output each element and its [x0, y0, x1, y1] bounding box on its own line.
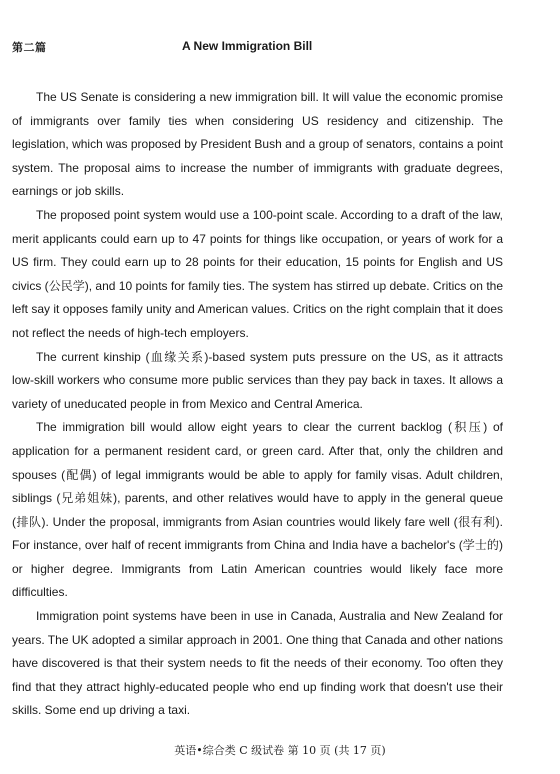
paragraph-1: The US Senate is considering a new immigration bill. It will value the economic promise of immigrants over family ties when considering US residency and citizenship. The legislation, which was proposed by President Bush and a group of senators, contains a point system. The proposal aims to increase the number of immigrants with graduate degrees, earnings or job skills. — [12, 90, 503, 199]
passage-header — [12, 39, 548, 57]
paragraph-2: The proposed point system would use a 100-point scale. According to a draft of the law, merit applicants could earn up to 47 points for things like occupation, or years of work for a US firm. They could earn up to 28 points for their education, 15 points for English and US civics (公民学), and 10 points for family ties. The system has stirred up debate. Critics on the left say it opposes family unity and American values. Critics on the right complain that it does not reflect the needs of high-tech employers. — [12, 207, 503, 340]
page-footer: 英语•综合类 C 级试卷 第 10 页 (共 17 页) — [174, 744, 386, 757]
paragraph-3: The current kinship (血缘关系)-based system puts pressure on the US, as it attracts low-skill workers who consume more public services than they pay back in taxes. It allows a variety of uneducated people in from Mexico and Central America. — [12, 349, 503, 411]
passage-body — [12, 86, 503, 723]
section-label: 第二篇 — [12, 41, 47, 54]
passage-title: A New Immigration Bill — [182, 39, 313, 53]
paragraph-5: Immigration point systems have been in use in Canada, Australia and New Zealand for years. The UK adopted a similar approach in 2001. One thing that Canada and other nations have discovered is that their system needs to fit the needs of their economy. Too often they find that they attract highly-educated people who end up finding work that doesn't use their skills. Some end up driving a taxi. — [12, 609, 503, 718]
paragraph-4: The immigration bill would allow eight years to clear the current backlog (积压) of application for a permanent resident card, or green card. After that, only the children and spouses (配偶) of legal immigrants would be able to apply for family visas. Adult children, siblings (兄弟姐妹), parents, and other relatives would have to apply in the general queue (排队). Under the proposal, immigrants from Asian countries would likely fare well (很有利). For instance, over half of recent immigrants from China and India have a bachelor's (学士的) or higher degree. Immigrants from Latin American countries would likely face more difficulties. — [12, 420, 503, 600]
